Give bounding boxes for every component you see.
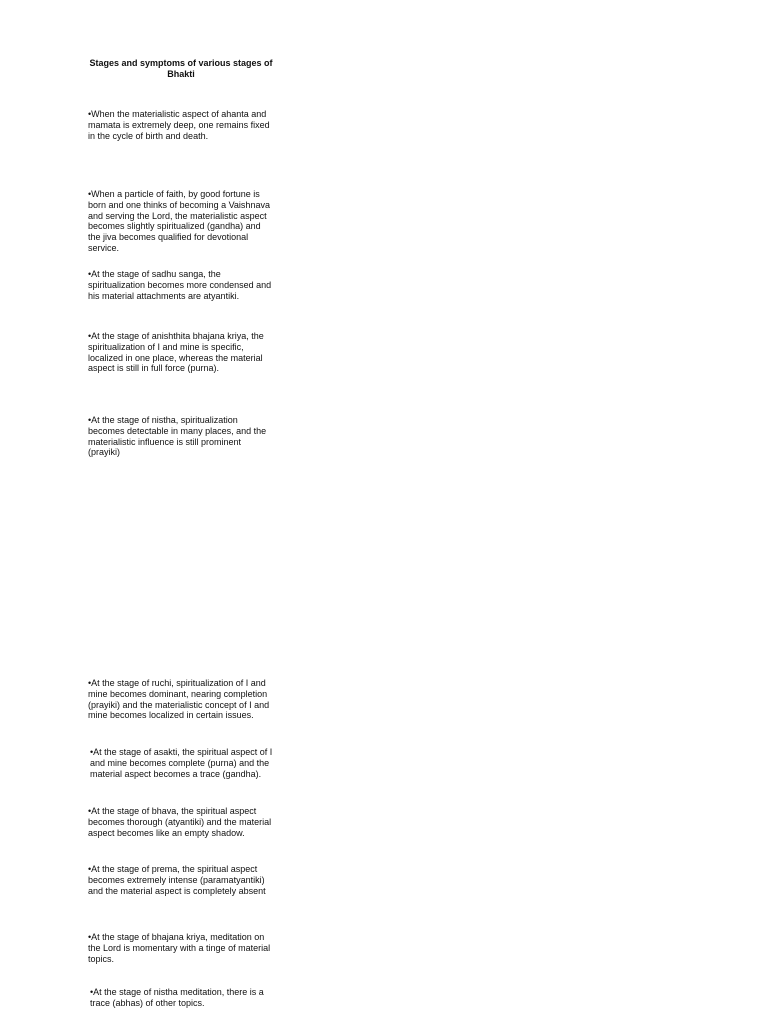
paragraph-anishthita-bhajana-kriya: •At the stage of anishthita bhajana kriya, the spiritualization of I and mine is specific, localized in one place, whereas the material aspect is still in full force (purna). [88, 331, 264, 374]
paragraph-bhava: •At the stage of bhava, the spiritual aspect becomes thorough (atyantiki) and the material aspect becomes like an empty shadow. [88, 806, 272, 838]
paragraph-bhajana-kriya-meditation: •At the stage of bhajana kriya, meditation on the Lord is momentary with a tinge of material topics. [88, 932, 271, 964]
paragraph-prema: •At the stage of prema, the spiritual aspect becomes extremely intense (paramatyantiki) and the material aspect is completely absent [88, 864, 266, 896]
page-title: Stages and symptoms of various stages of Bhakti [89, 58, 273, 79]
paragraph-sadhu-sanga: •At the stage of sadhu sanga, the spiritualization becomes more condensed and his material attachments are atyantiki. [88, 269, 272, 301]
paragraph-ruchi: •At the stage of ruchi, spiritualization of I and mine becomes dominant, nearing completion (prayiki) and the materialistic concept of I and mine becomes localized in certain issues. [88, 678, 270, 721]
paragraph-asakti: •At the stage of asakti, the spiritual aspect of I and mine becomes complete (purna) and the material aspect becomes a trace (gandha). [90, 747, 273, 779]
paragraph-faith: •When a particle of faith, by good fortune is born and one thinks of becoming a Vaishnava and serving the Lord, the materialistic aspect becomes slightly spiritualized (gandha) and the jiva becomes qualified for devotional service. [88, 189, 270, 253]
paragraph-nistha: •At the stage of nistha, spiritualization becomes detectable in many places, and the materialistic influence is still prominent (prayiki) [88, 415, 267, 458]
paragraph-birth-death: •When the materialistic aspect of ahanta and mamata is extremely deep, one remains fixed in the cycle of birth and death. [88, 109, 270, 141]
paragraph-nistha-meditation: •At the stage of nistha meditation, there is a trace (abhas) of other topics. [90, 987, 264, 1008]
